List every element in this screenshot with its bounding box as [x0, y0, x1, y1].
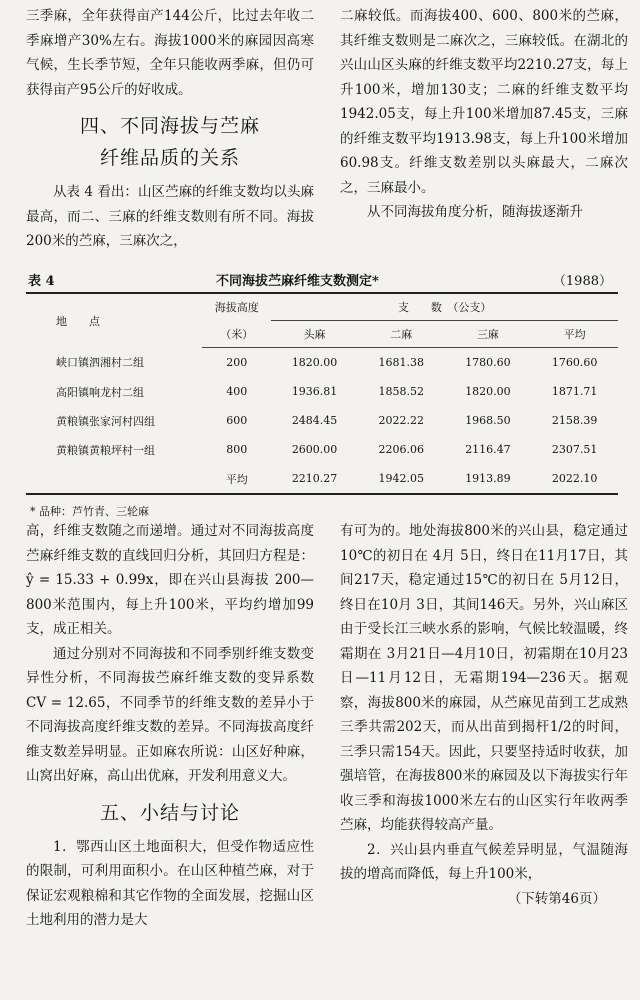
- paragraph: 高，纤维支数随之而递增。通过对不同海拔高度苎麻纤维支数的直线回归分析，其回归方程是：ŷ = 15.33 + 0.99x，即在兴山县海拔 200—800米范围内，每上升100米，平均约增加99支，成正相关。: [26, 523, 314, 637]
- paragraph: 从表 4 看出：山区苎麻的纤维支数均以头麻最高，而二、三麻的纤维支数则有所不同。海拔200米的苎麻，三麻次之，: [26, 184, 314, 249]
- paragraph: 三季麻，全年获得亩产144公斤，比过去年收二季麻增产30%左右。海拔1000米的麻园因高寒气候，生长季节短，全年只能收两季麻，但仍可获得亩产95公斤的好收成。: [26, 8, 314, 98]
- header-count-group: 支 数 （公支）: [271, 294, 618, 321]
- header-altitude-unit: （米）: [202, 321, 271, 348]
- data-table: [26, 292, 618, 495]
- table-row: 峡口镇泗湘村二组 200 1820.00 1681.38 1780.60 1760.60: [56, 356, 598, 370]
- bottom-right-column: [340, 519, 628, 911]
- top-left-column: [26, 4, 314, 254]
- bottom-left-column: [26, 519, 314, 933]
- header-third: 三麻: [445, 321, 532, 348]
- table-row: 高阳镇响龙村二组 400 1936.81 1858.52 1820.00 1871.71: [56, 385, 598, 399]
- header-first: 头麻: [271, 321, 358, 348]
- section-heading-4: 四、不同海拔与苎麻 纤维品质的关系: [79, 115, 260, 169]
- header-avg: 平均: [531, 321, 618, 348]
- header-location: 地 点: [56, 314, 100, 328]
- paragraph: 通过分别对不同海拔和不同季别纤维支数变异性分析，不同海拔苎麻纤维支数的变异系数CV = 12.65，不同季节的纤维支数的差异小于不同海拔高度纤维支数的差异。不同海拔高度纤维支数差异明显。正如麻农所说：山区好种麻，山窝出好麻，高山出优麻，开发利用意义大。: [26, 645, 314, 784]
- table-caption: [26, 268, 626, 292]
- section-heading-5: 五、小结与讨论: [99, 801, 240, 824]
- paragraph: 1．鄂西山区土地面积大，但受作物适应性的限制，可利用面积小。在山区种植苎麻，对于保证宏观粮棉和其它作物的全面发展，挖掘山区土地利用的潜力是大: [26, 838, 314, 928]
- top-right-column: [340, 4, 628, 225]
- table-title: 不同海拔苎麻纤维支数测定*: [216, 274, 379, 289]
- paragraph: 2．兴山县内垂直气候差异明显，气温随海拔的增高而降低，每上升100米，: [340, 841, 628, 882]
- table-number: 表 4: [28, 274, 55, 289]
- table-row-average: 平均 2210.27 1942.05 1913.89 2022.10: [26, 464, 618, 494]
- header-second: 二麻: [358, 321, 445, 348]
- continued-note: （下转第46页）: [507, 890, 606, 907]
- table-year: （1988）: [552, 274, 612, 289]
- paragraph: 有可为的。地处海拔800米的兴山县，稳定通过10℃的初日在 4月 5日，终日在11月17日，其间217天，稳定通过15℃的初日在 5月12日，终日在10月 3日，其间146天。另外，兴山麻区由于受长江三峡水系的影响，气候比较温暖，终霜期在 3月21日—4月10日，初霜期在10月23日—11月12日，无霜期194—236天。据观察，海拔800米的麻园，从苎麻见苗到工艺成熟三季共需202天，而从出苗到揭杆1/2的时间，三季只需154天。因此，只要坚持适时收获，加强培管，在海拔800米的麻园及以下海拔实行年收三季和海拔1000米左右的山区实行年收两季苎麻，均能获得较高产量。: [340, 523, 628, 833]
- table-4: [26, 268, 626, 519]
- table-row: 黄粮镇张家河村四组 600 2484.45 2022.22 1968.50 2158.39: [56, 414, 598, 428]
- paragraph: 从不同海拔角度分析，随海拔逐渐升: [367, 204, 583, 220]
- table-row: 黄粮镇黄粮坪村一组 800 2600.00 2206.06 2116.47 2307.51: [56, 443, 598, 457]
- header-altitude: 海拔高度: [214, 301, 259, 315]
- table-footnote: * 品种：芦竹青、三轮麻: [30, 505, 149, 518]
- paragraph: 二麻较低。而海拔400、600、800米的苎麻，其纤维支数则是二麻次之，三麻较低。在湖北的兴山山区头麻的纤维支数平均2210.27支，每上升100米，增加130支；二麻的纤维支数平均1942.05支，每上升100米增加87.45支，三麻的纤维支数平均1913.98支，每上升100米增加60.98支。纤维支数差别以头麻最大，二麻次之，三麻最小。: [340, 8, 628, 196]
